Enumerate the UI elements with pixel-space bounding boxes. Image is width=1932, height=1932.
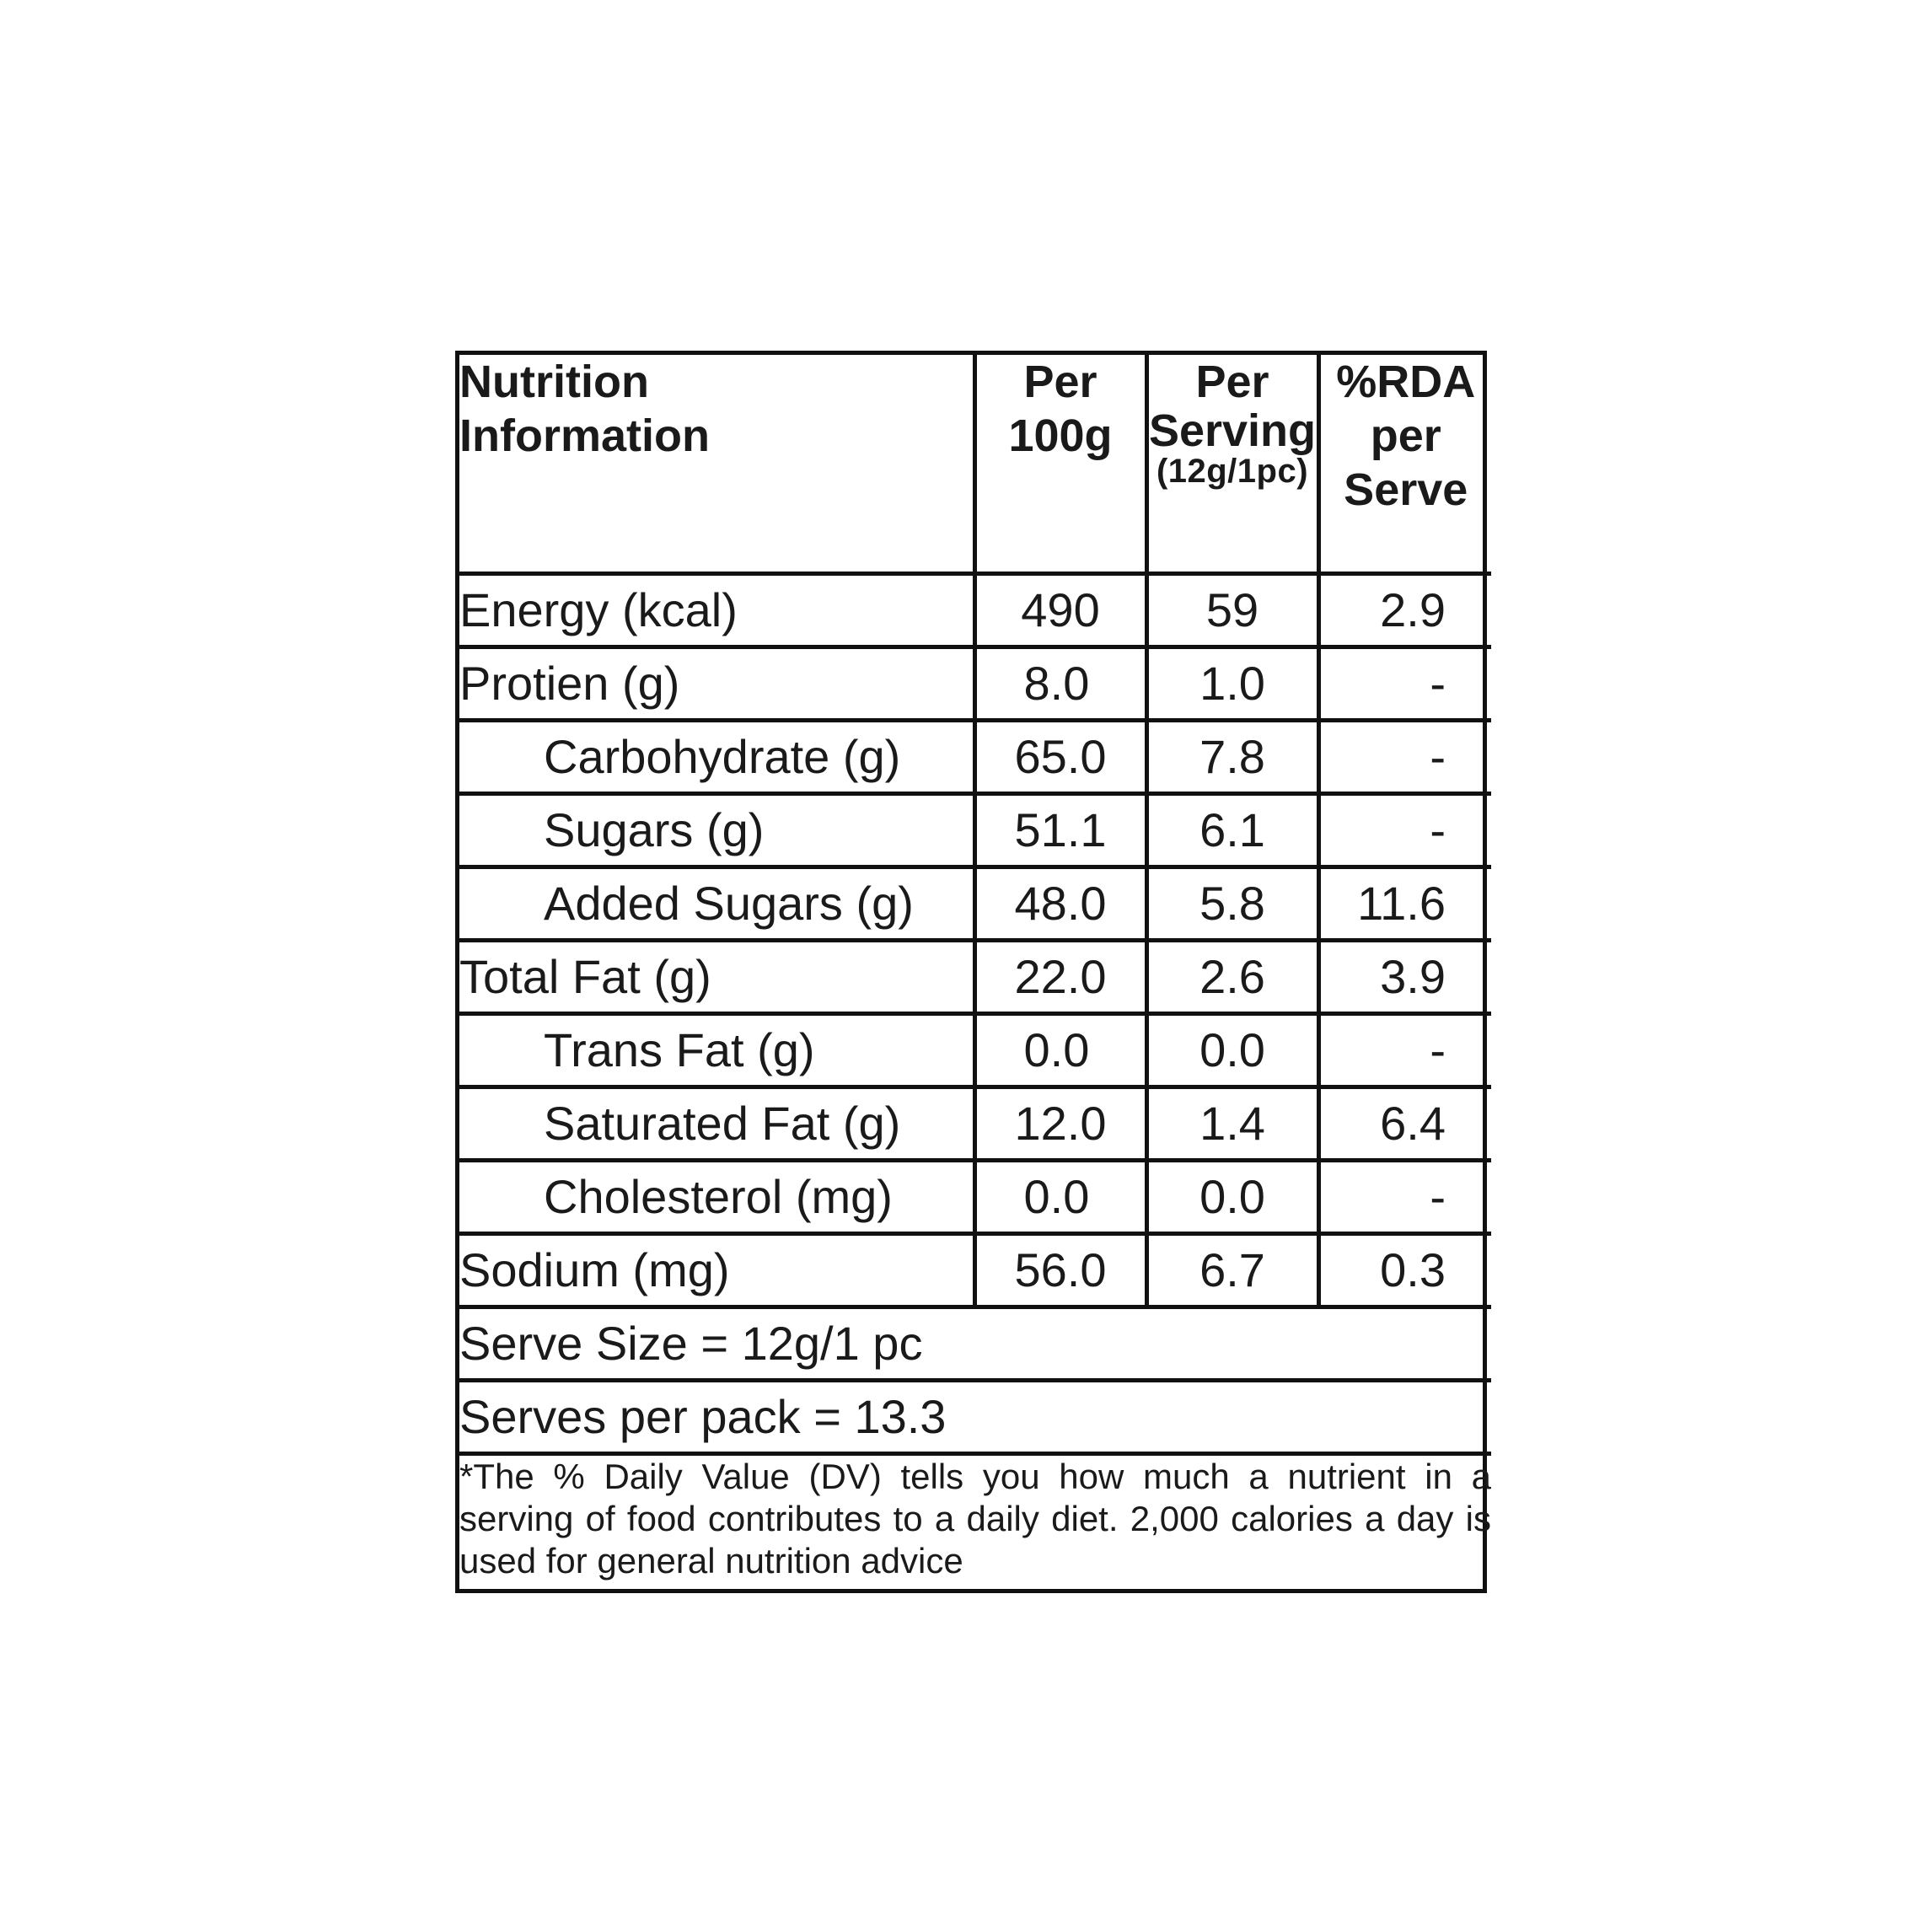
per-serving-value: 59 xyxy=(1146,573,1318,647)
serve-size-row xyxy=(459,1307,1491,1380)
header-rda-line-2: per xyxy=(1370,411,1441,461)
nutrient-name: Carbohydrate (g) xyxy=(459,720,974,793)
nutrition-table xyxy=(459,355,1491,1595)
per-serving-value: 2.6 xyxy=(1146,940,1318,1013)
nutrient-name: Protien (g) xyxy=(459,647,974,720)
header-rda-line-3: Serve xyxy=(1344,464,1468,515)
header-row xyxy=(459,355,1491,573)
nutrient-name: Sugars (g) xyxy=(459,793,974,867)
nutrient-name: Cholesterol (mg) xyxy=(459,1160,974,1233)
table-row xyxy=(459,1087,1491,1160)
table-row xyxy=(459,1013,1491,1087)
header-per-serving xyxy=(1146,355,1318,573)
serves-per-pack: Serves per pack = 13.3 xyxy=(459,1380,1491,1453)
header-per-serving-line-2: Serving xyxy=(1148,405,1317,456)
table-row xyxy=(459,867,1491,940)
header-per-serving-line-1: Per xyxy=(1195,357,1269,407)
per-100g-value: 65.0 xyxy=(974,720,1146,793)
rda-value: 0.3 xyxy=(1318,1233,1491,1307)
header-per-serving-line-3: (12g/1pc) xyxy=(1156,453,1309,490)
table-row xyxy=(459,1160,1491,1233)
table-row xyxy=(459,1233,1491,1307)
per-serving-value: 5.8 xyxy=(1146,867,1318,940)
header-per-100g-line-2: 100g xyxy=(1008,411,1113,461)
per-100g-value: 56.0 xyxy=(974,1233,1146,1307)
per-serving-value: 6.7 xyxy=(1146,1233,1318,1307)
per-100g-value: 8.0 xyxy=(974,647,1146,720)
per-serving-value: 1.4 xyxy=(1146,1087,1318,1160)
table-row xyxy=(459,940,1491,1013)
table-row xyxy=(459,647,1491,720)
rda-value: - xyxy=(1318,1013,1491,1087)
per-serving-value: 7.8 xyxy=(1146,720,1318,793)
footnote-row xyxy=(459,1453,1491,1595)
title-line-1: Nutrition xyxy=(459,357,649,407)
footnote: *The % Daily Value (DV) tells you how much a nutrient in a serving of food contributes to a daily diet. 2,000 calories a day is used for general nutrition advice xyxy=(459,1453,1491,1595)
per-100g-value: 490 xyxy=(974,573,1146,647)
rda-value: - xyxy=(1318,1160,1491,1233)
per-serving-value: 1.0 xyxy=(1146,647,1318,720)
nutrient-name: Total Fat (g) xyxy=(459,940,974,1013)
rda-value: - xyxy=(1318,720,1491,793)
per-100g-value: 48.0 xyxy=(974,867,1146,940)
nutrition-label xyxy=(455,351,1491,1593)
header-per-100g xyxy=(974,355,1146,573)
per-100g-value: 22.0 xyxy=(974,940,1146,1013)
per-serving-value: 0.0 xyxy=(1146,1013,1318,1087)
rda-value: - xyxy=(1318,647,1491,720)
per-serving-value: 6.1 xyxy=(1146,793,1318,867)
table-title xyxy=(459,355,974,573)
header-per-100g-line-1: Per xyxy=(1023,357,1097,407)
rda-value: 6.4 xyxy=(1318,1087,1491,1160)
table-row xyxy=(459,573,1491,647)
nutrient-name: Added Sugars (g) xyxy=(459,867,974,940)
serve-size: Serve Size = 12g/1 pc xyxy=(459,1307,1491,1380)
serves-per-pack-row xyxy=(459,1380,1491,1453)
header-rda-line-1: %RDA xyxy=(1336,357,1476,407)
per-100g-value: 0.0 xyxy=(974,1013,1146,1087)
title-line-2: Information xyxy=(459,411,710,461)
nutrient-name: Trans Fat (g) xyxy=(459,1013,974,1087)
per-100g-value: 51.1 xyxy=(974,793,1146,867)
nutrient-name: Energy (kcal) xyxy=(459,573,974,647)
per-serving-value: 0.0 xyxy=(1146,1160,1318,1233)
nutrient-name: Sodium (mg) xyxy=(459,1233,974,1307)
header-rda xyxy=(1318,355,1491,573)
table-row xyxy=(459,720,1491,793)
rda-value: 2.9 xyxy=(1318,573,1491,647)
rda-value: 3.9 xyxy=(1318,940,1491,1013)
table-row xyxy=(459,793,1491,867)
rda-value: - xyxy=(1318,793,1491,867)
nutrient-name: Saturated Fat (g) xyxy=(459,1087,974,1160)
per-100g-value: 12.0 xyxy=(974,1087,1146,1160)
rda-value: 11.6 xyxy=(1318,867,1491,940)
per-100g-value: 0.0 xyxy=(974,1160,1146,1233)
